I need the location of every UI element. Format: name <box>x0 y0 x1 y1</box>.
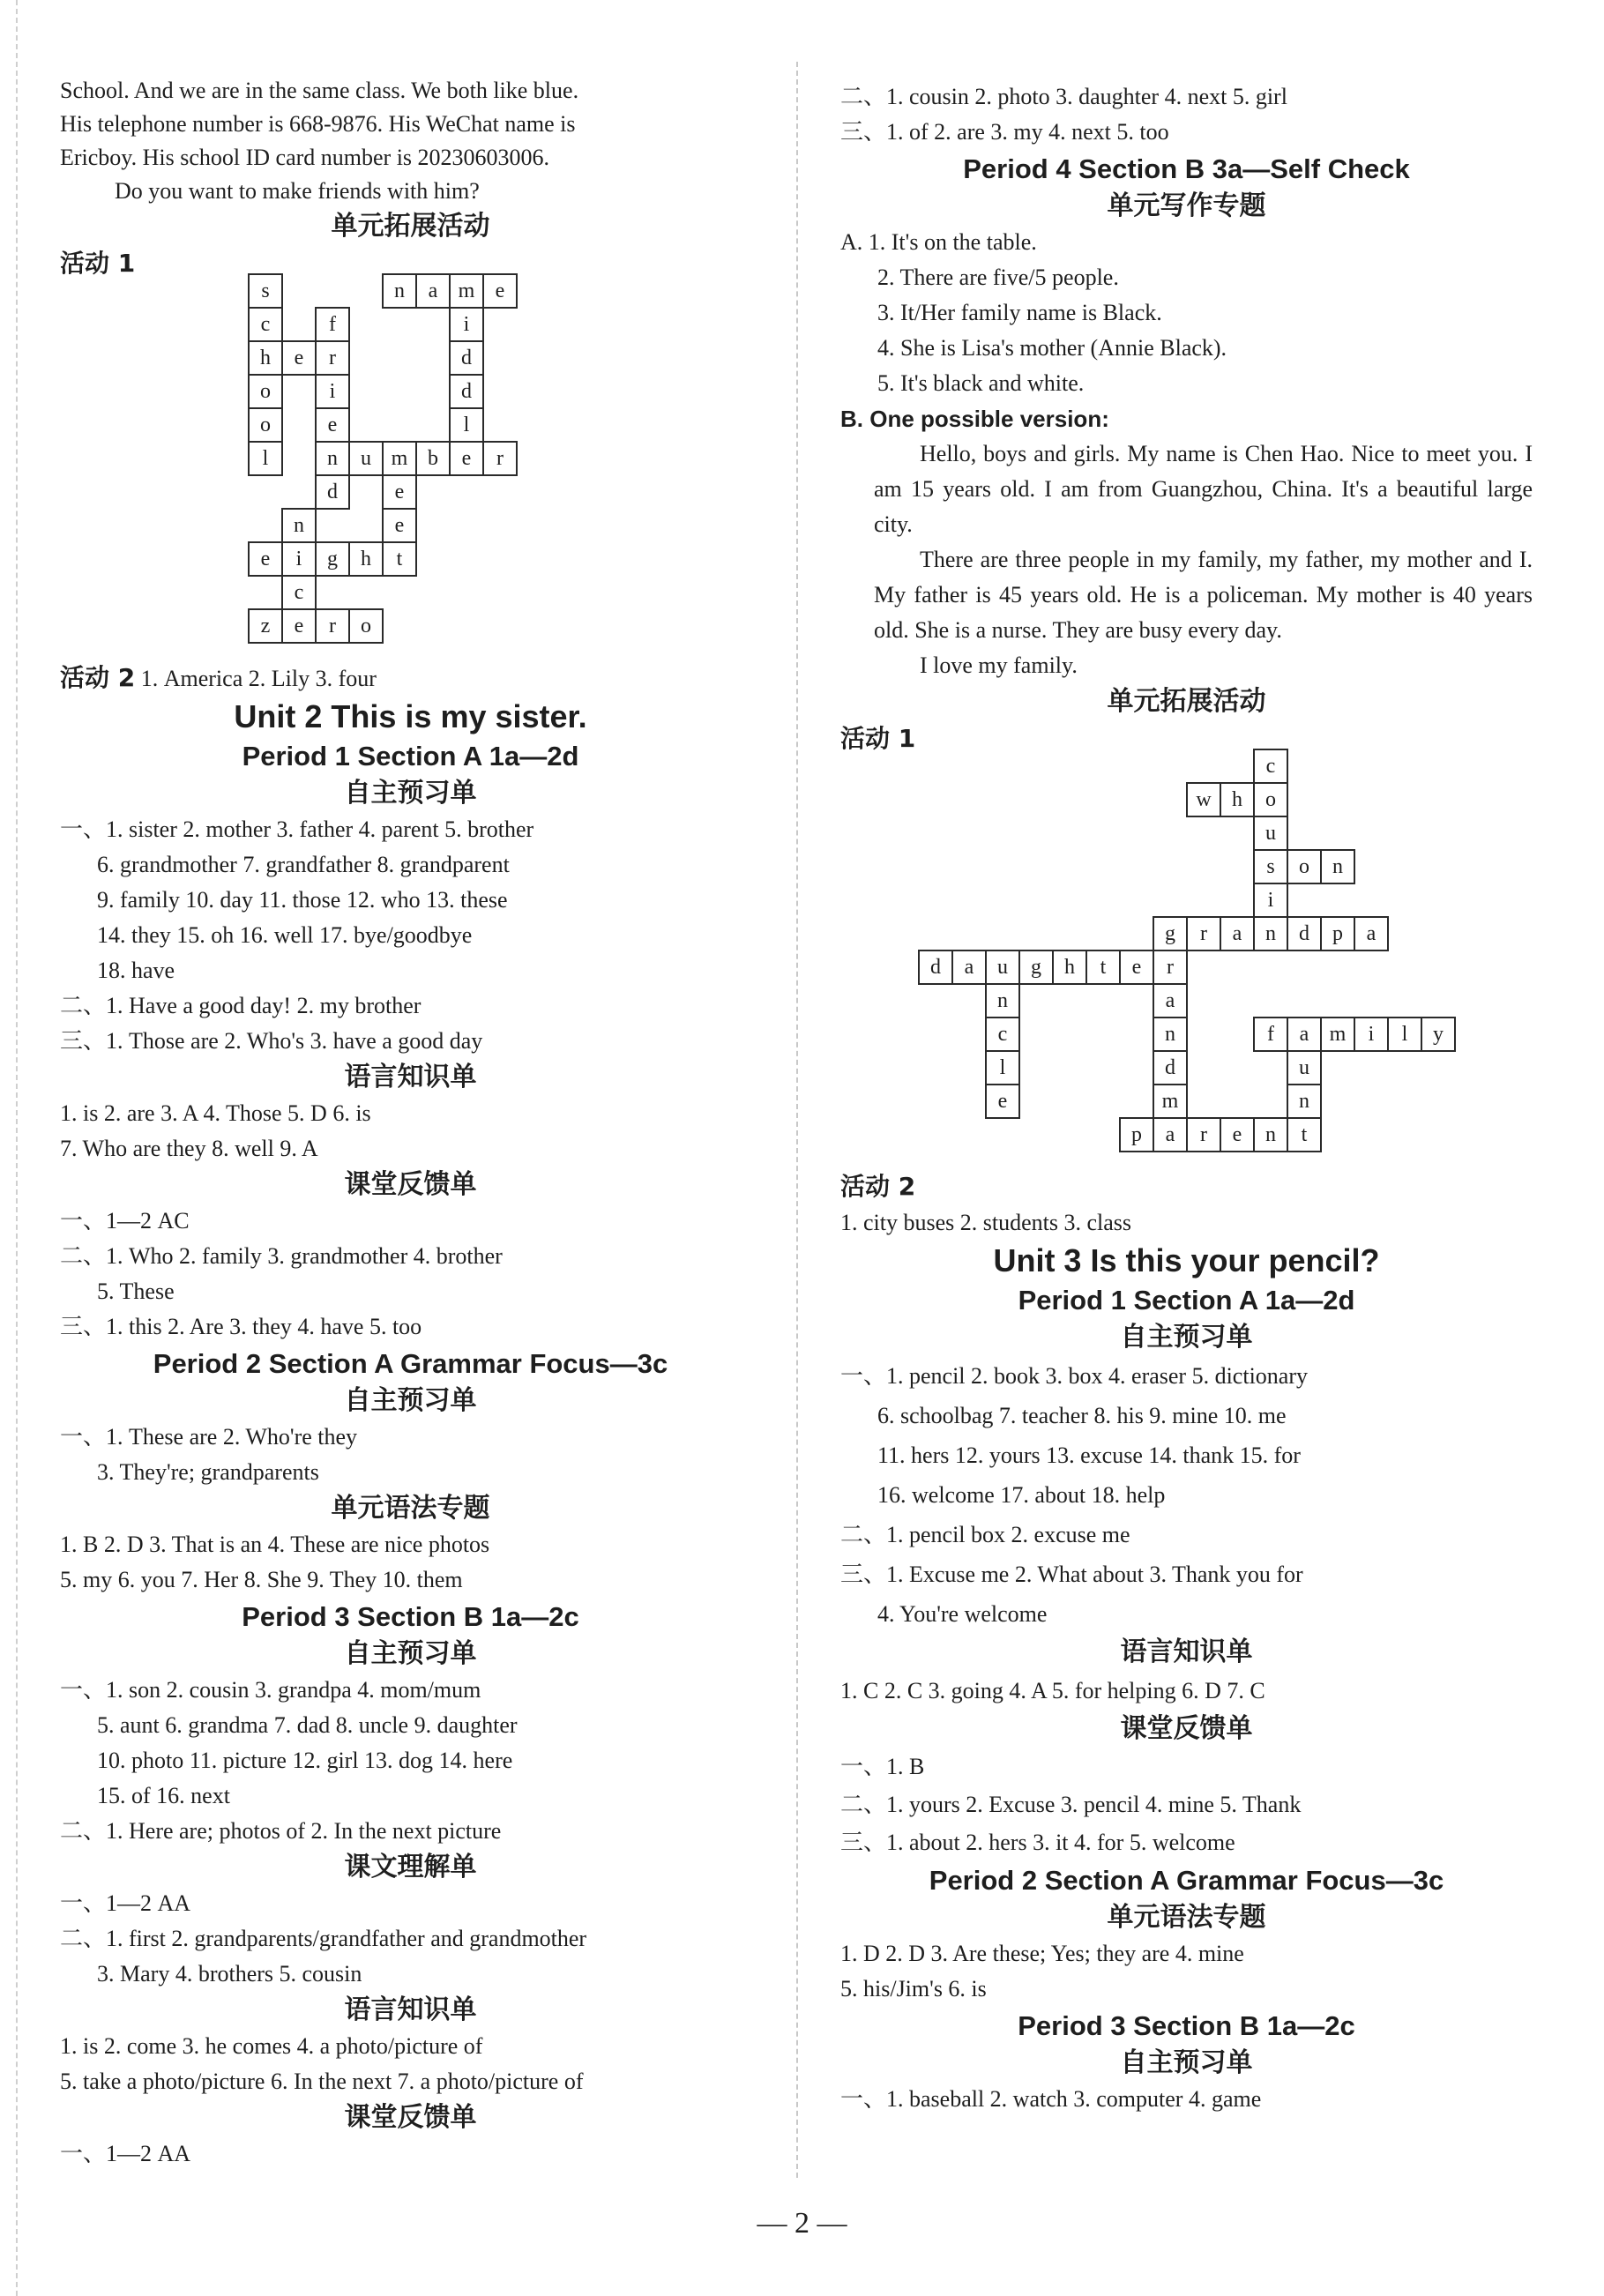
answer-line: 10. photo 11. picture 12. girl 13. dog 14. here <box>97 1748 513 1773</box>
crossword-cell: e <box>382 508 417 543</box>
crossword-cell: a <box>1354 916 1389 951</box>
essay-paragraph: I love my family. <box>920 652 1078 678</box>
crossword-cell: e <box>315 407 350 443</box>
crossword-cell: r <box>315 608 350 644</box>
answer-line: 一、1. baseball 2. watch 3. computer 4. game <box>840 2086 1262 2112</box>
crossword-cell: o <box>248 374 283 409</box>
crossword-cell: o <box>1287 849 1322 884</box>
crossword-puzzle-1 <box>248 273 530 658</box>
crossword-cell: s <box>1253 849 1288 884</box>
crossword-cell: t <box>1085 950 1121 985</box>
crossword-cell: y <box>1421 1017 1456 1052</box>
period-1-title: Period 1 Section A 1a—2d <box>1018 1285 1355 1316</box>
crossword-cell: r <box>1186 916 1221 951</box>
reading-heading: 课文理解单 <box>344 1852 477 1882</box>
crossword-cell: e <box>281 608 317 644</box>
crossword-cell: d <box>449 340 484 376</box>
answer-line: 14. they 15. oh 16. well 17. bye/goodbye <box>97 922 473 948</box>
answer-line: 3. Mary 4. brothers 5. cousin <box>97 1961 362 1987</box>
page-edge-line <box>16 0 18 2296</box>
crossword-cell: m <box>449 273 484 309</box>
feedback-heading: 课堂反馈单 <box>1120 1713 1253 1744</box>
writing-heading: 单元写作专题 <box>1107 190 1266 221</box>
crossword-cell: r <box>315 340 350 376</box>
crossword-cell: h <box>1220 782 1255 817</box>
crossword-cell: m <box>1153 1084 1188 1119</box>
answer-line: 9. family 10. day 11. those 12. who 13. these <box>97 887 508 913</box>
answer-line: 1. B 2. D 3. That is an 4. These are nice photos <box>60 1532 490 1557</box>
crossword-cell: r <box>1186 1117 1221 1152</box>
answer-line: 5. my 6. you 7. Her 8. She 9. They 10. them <box>60 1567 463 1592</box>
crossword-cell: t <box>1287 1117 1322 1152</box>
intro-line: Do you want to make friends with him? <box>115 178 480 204</box>
crossword-cell: h <box>348 541 384 577</box>
crossword-cell: a <box>951 950 987 985</box>
answer-line: 二、1. Who 2. family 3. grandmother 4. brother <box>60 1243 503 1269</box>
crossword-cell: i <box>315 374 350 409</box>
crossword-cell: u <box>1287 1050 1322 1085</box>
answer-line: 1. is 2. are 3. A 4. Those 5. D 6. is <box>60 1100 371 1126</box>
crossword-cell: r <box>1153 950 1188 985</box>
crossword-cell: e <box>1220 1117 1255 1152</box>
answer-line: 三、1. of 2. are 3. my 4. next 5. too <box>840 119 1169 145</box>
crossword-cell: u <box>348 441 384 476</box>
crossword-cell: b <box>415 441 451 476</box>
intro-line: His telephone number is 668-9876. His WeChat name is <box>60 111 576 137</box>
preview-heading: 自主预习单 <box>344 1385 477 1416</box>
answer-line: 5. take a photo/picture 6. In the next 7. a photo/picture of <box>60 2069 584 2094</box>
answer-line: 一、1. pencil 2. book 3. box 4. eraser 5. dictionary <box>840 1363 1308 1389</box>
answer-line: 3. It/Her family name is Black. <box>877 300 1162 325</box>
crossword-cell: i <box>449 307 484 342</box>
answer-line: 18. have <box>97 958 175 983</box>
crossword-cell: g <box>1018 950 1054 985</box>
answer-line: 1. D 2. D 3. Are these; Yes; they are 4. mine <box>840 1941 1244 1966</box>
crossword-cell: u <box>1253 816 1288 851</box>
column-divider <box>796 62 798 2178</box>
crossword-puzzle-2 <box>918 749 1465 1168</box>
crossword-cell: d <box>1153 1050 1188 1085</box>
activity-1-label: 活动 1 <box>840 724 916 753</box>
answer-line: 二、1. yours 2. Excuse 3. pencil 4. mine 5. Thank <box>840 1792 1302 1817</box>
preview-heading: 自主预习单 <box>1120 2047 1253 2078</box>
crossword-cell: n <box>1287 1084 1322 1119</box>
answer-line: 5. It's black and white. <box>877 370 1085 396</box>
crossword-cell: a <box>415 273 451 309</box>
crossword-cell: o <box>248 407 283 443</box>
grammar-heading: 单元语法专题 <box>331 1493 490 1524</box>
answer-line: 15. of 16. next <box>97 1783 230 1808</box>
period-1-title: Period 1 Section A 1a—2d <box>242 741 579 772</box>
crossword-cell: i <box>1253 883 1288 918</box>
crossword-cell: a <box>1153 1117 1188 1152</box>
crossword-cell: h <box>248 340 283 376</box>
crossword-cell: n <box>1253 1117 1288 1152</box>
crossword-cell: d <box>1287 916 1322 951</box>
crossword-cell: e <box>281 340 317 376</box>
right-column <box>840 79 1533 2117</box>
answer-line: 一、1. B <box>840 1754 925 1779</box>
answer-line: 三、1. this 2. Are 3. they 4. have 5. too <box>60 1314 422 1339</box>
crossword-cell: n <box>315 441 350 476</box>
intro-line: School. And we are in the same class. We both like blue. <box>60 78 579 103</box>
answer-line: 二、1. first 2. grandparents/grandfather and grandmother <box>60 1926 587 1951</box>
language-heading: 语言知识单 <box>1120 1636 1253 1667</box>
answer-line: 4. She is Lisa's mother (Annie Black). <box>877 335 1227 361</box>
answer-line: 一、1. sister 2. mother 3. father 4. parent 5. brother <box>60 816 534 842</box>
period-3-title: Period 3 Section B 1a—2c <box>1018 2010 1355 2041</box>
answer-line: 1. C 2. C 3. going 4. A 5. for helping 6. D 7. C <box>840 1678 1265 1703</box>
crossword-cell: t <box>382 541 417 577</box>
crossword-cell: a <box>1153 983 1188 1018</box>
answer-line: 三、1. about 2. hers 3. it 4. for 5. welcome <box>840 1830 1235 1855</box>
essay-paragraph: There are three people in my family, my father, my mother and I. My father is 45 years old. He is a policeman. My mother is 40 years old. She is a nurse. They are busy every day. <box>874 547 1533 643</box>
period-4-title: Period 4 Section B 3a—Self Check <box>963 153 1410 184</box>
preview-heading: 自主预习单 <box>344 778 477 809</box>
crossword-cell: f <box>1253 1017 1288 1052</box>
crossword-cell: z <box>248 608 283 644</box>
crossword-cell: d <box>315 474 350 510</box>
intro-paragraph <box>60 74 761 208</box>
activity-2-row <box>60 660 761 697</box>
crossword-cell: r <box>482 441 518 476</box>
crossword-cell: e <box>248 541 283 577</box>
answer-line: 三、1. Excuse me 2. What about 3. Thank you for <box>840 1562 1303 1587</box>
answer-line: 5. his/Jim's 6. is <box>840 1976 987 2002</box>
answer-line: 7. Who are they 8. well 9. A <box>60 1136 318 1161</box>
crossword-cell: a <box>1220 916 1255 951</box>
crossword-cell: c <box>1253 749 1288 784</box>
crossword-cell: c <box>248 307 283 342</box>
intro-line: Ericboy. His school ID card number is 20230603006. <box>60 145 550 170</box>
activity-2-label: 活动 2 <box>840 1172 916 1201</box>
unit-2-title: Unit 2 This is my sister. <box>234 698 587 734</box>
crossword-cell: w <box>1186 782 1221 817</box>
crossword-cell: h <box>1052 950 1087 985</box>
crossword-cell: n <box>1320 849 1355 884</box>
crossword-cell: i <box>281 541 317 577</box>
answer-line: 6. schoolbag 7. teacher 8. his 9. mine 10. me <box>877 1403 1287 1428</box>
answer-line: 一、1—2 AA <box>60 1890 191 1916</box>
crossword-cell: s <box>248 273 283 309</box>
crossword-cell: u <box>985 950 1020 985</box>
crossword-cell: c <box>281 575 317 610</box>
page-number: — 2 — <box>757 2207 847 2240</box>
answer-line: 4. You're welcome <box>877 1601 1048 1627</box>
answer-line: A. 1. It's on the table. <box>840 229 1037 255</box>
crossword-cell: o <box>1253 782 1288 817</box>
crossword-cell: e <box>985 1084 1020 1119</box>
crossword-cell: p <box>1119 1117 1154 1152</box>
crossword-cell: n <box>985 983 1020 1018</box>
crossword-cell: n <box>1153 1017 1188 1052</box>
crossword-cell: e <box>482 273 518 309</box>
answer-line: 2. There are five/5 people. <box>877 265 1119 290</box>
crossword-cell: l <box>248 441 283 476</box>
answer-line: 二、1. cousin 2. photo 3. daughter 4. next 5. girl <box>840 84 1287 109</box>
crossword-cell: n <box>382 273 417 309</box>
left-column <box>60 74 761 2172</box>
activity-2-answers: 1. America 2. Lily 3. four <box>140 666 377 691</box>
crossword-cell: l <box>985 1050 1020 1085</box>
feedback-heading: 课堂反馈单 <box>344 2102 477 2133</box>
activity-1-label: 活动 1 <box>60 249 136 278</box>
crossword-cell: e <box>449 441 484 476</box>
answer-line: 3. They're; grandparents <box>97 1459 319 1485</box>
crossword-cell: g <box>1153 916 1188 951</box>
crossword-cell: d <box>918 950 953 985</box>
answer-line: 5. These <box>97 1278 175 1304</box>
section-heading-extension: 单元拓展活动 <box>331 211 490 242</box>
language-heading: 语言知识单 <box>344 1062 477 1092</box>
period-2-title: Period 2 Section A Grammar Focus—3c <box>929 1865 1444 1896</box>
crossword-cell: l <box>449 407 484 443</box>
activity-2-answers: 1. city buses 2. students 3. class <box>840 1210 1132 1235</box>
unit-3-title: Unit 3 Is this your pencil? <box>993 1242 1380 1278</box>
grammar-heading: 单元语法专题 <box>1107 1902 1266 1933</box>
crossword-cell: a <box>1287 1017 1322 1052</box>
answer-line: 1. is 2. come 3. he comes 4. a photo/picture of <box>60 2033 483 2059</box>
crossword-cell: g <box>315 541 350 577</box>
answer-line: 16. welcome 17. about 18. help <box>877 1482 1166 1508</box>
crossword-cell: o <box>348 608 384 644</box>
crossword-cell: m <box>382 441 417 476</box>
answer-line: 一、1—2 AA <box>60 2141 191 2166</box>
crossword-cell: i <box>1354 1017 1389 1052</box>
crossword-cell: f <box>315 307 350 342</box>
period-3-title: Period 3 Section B 1a—2c <box>242 1601 579 1632</box>
crossword-cell: c <box>985 1017 1020 1052</box>
crossword-cell: p <box>1320 916 1355 951</box>
crossword-cell: l <box>1387 1017 1422 1052</box>
answer-line: 一、1—2 AC <box>60 1208 190 1234</box>
feedback-heading: 课堂反馈单 <box>344 1169 477 1200</box>
answer-line: 二、1. Have a good day! 2. my brother <box>60 993 422 1018</box>
crossword-cell: n <box>1253 916 1288 951</box>
version-heading: B. One possible version: <box>840 406 1109 432</box>
section-heading-extension: 单元拓展活动 <box>1107 686 1266 717</box>
crossword-cell: m <box>1320 1017 1355 1052</box>
period-2-title: Period 2 Section A Grammar Focus—3c <box>153 1348 668 1379</box>
preview-heading: 自主预习单 <box>344 1638 477 1669</box>
answer-line: 一、1. son 2. cousin 3. grandpa 4. mom/mum <box>60 1677 481 1703</box>
crossword-cell: e <box>382 474 417 510</box>
answer-line: 二、1. pencil box 2. excuse me <box>840 1522 1130 1547</box>
answer-line: 二、1. Here are; photos of 2. In the next picture <box>60 1818 502 1844</box>
crossword-cell: n <box>281 508 317 543</box>
crossword-cell: d <box>449 374 484 409</box>
answer-line: 一、1. These are 2. Who're they <box>60 1424 358 1450</box>
answer-line: 6. grandmother 7. grandfather 8. grandparent <box>97 852 510 877</box>
preview-heading: 自主预习单 <box>1120 1322 1253 1353</box>
answer-line: 三、1. Those are 2. Who's 3. have a good day <box>60 1028 483 1054</box>
answer-line: 5. aunt 6. grandma 7. dad 8. uncle 9. daughter <box>97 1712 518 1738</box>
language-heading: 语言知识单 <box>344 1994 477 2025</box>
essay-paragraph: Hello, boys and girls. My name is Chen Hao. Nice to meet you. I am 15 years old. I am from Guangzhou, China. It's a beautiful large city. <box>874 441 1533 537</box>
answer-line: 11. hers 12. yours 13. excuse 14. thank 15. for <box>877 1442 1301 1468</box>
activity-2-label: 活动 2 <box>60 663 136 692</box>
crossword-cell: e <box>1119 950 1154 985</box>
